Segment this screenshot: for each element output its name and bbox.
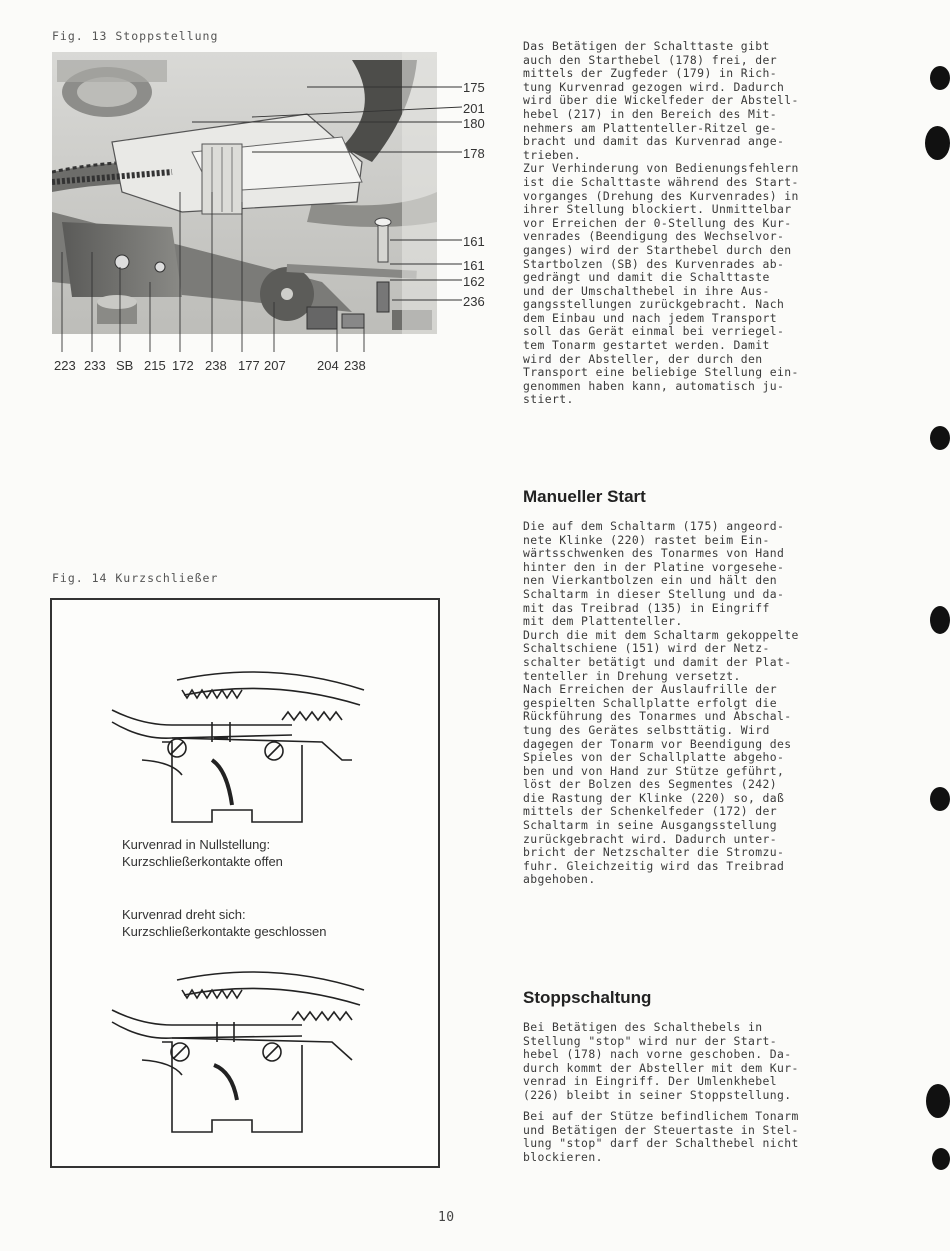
text-line: Das Betätigen der Schalttaste gibt (523, 39, 770, 53)
punch-hole-1 (930, 66, 950, 90)
fig14-label-open-line2: Kurzschließerkontakte offen (122, 854, 283, 869)
fig13-label-sb: SB (116, 358, 134, 373)
manual-start-paragraph (523, 520, 799, 887)
fig13-label-175: 175 (463, 80, 485, 95)
stop-paragraph-1 (523, 1021, 799, 1103)
punch-hole-2 (925, 126, 950, 160)
punch-hole-6 (926, 1084, 950, 1118)
fig13-caption: Fig. 13 Stoppstellung (52, 29, 219, 43)
fig13-label-223: 223 (54, 358, 76, 373)
fig13-mechanism-illustration (52, 52, 492, 382)
text-line: dagegen der Tonarm vor Beendigung des (523, 736, 792, 751)
text-line: Bei auf der Stütze befindlichem Tonarm (523, 1109, 799, 1123)
text-line: soll das Gerät einmal bei verriegel- (523, 324, 785, 339)
text-line: mit das Treibrad (135) in Eingriff (523, 600, 770, 615)
text-line: bracht und damit das Kurvenrad ange- (523, 134, 785, 149)
fig14-label-open (122, 836, 283, 870)
text-line: stiert. (523, 392, 574, 407)
text-line: Startbolzen (SB) des Kurvenrades ab- (523, 256, 785, 271)
punch-hole-4 (930, 606, 950, 634)
text-line: löst der Bolzen des Segmentes (242) (523, 777, 778, 792)
text-line: Schaltarm in dieser Stellung und da- (523, 586, 785, 601)
text-line: venrad in Eingriff. Der Umlenkhebel (523, 1074, 778, 1089)
fig14-caption: Fig. 14 Kurzschließer (52, 571, 219, 585)
text-line: gedrängt und damit die Schalttaste (523, 270, 770, 285)
text-line: genommen haben kann, automatisch ju- (523, 378, 785, 393)
text-line: die Rastung der Klinke (220) so, daß (523, 790, 785, 805)
intro-paragraph (523, 40, 799, 407)
text-line: ganges) wird der Starthebel durch den (523, 242, 792, 257)
fig14-label-closed-line1: Kurvenrad dreht sich: (122, 907, 246, 922)
text-line: Stellung "stop" wird nur der Start- (523, 1033, 778, 1048)
fig14-label-closed-line2: Kurzschließerkontakte geschlossen (122, 924, 327, 939)
text-line: tung des Gerätes selbsttätig. Wird (523, 722, 770, 737)
text-line: fuhr. Gleichzeitig wird das Treibrad (523, 858, 785, 873)
text-line: Schaltarm in seine Ausgangsstellung (523, 818, 778, 833)
fig14-diagram-closed (102, 960, 402, 1150)
text-line: Schaltschiene (151) wird der Netz- (523, 641, 770, 656)
text-line: abgehoben. (523, 872, 596, 887)
text-line: Zur Verhinderung von Bedienungsfehlern (523, 161, 799, 176)
text-line: nehmers am Plattenteller-Ritzel ge- (523, 120, 778, 135)
fig13-label-238a: 238 (205, 358, 227, 373)
fig13-label-178: 178 (463, 146, 485, 161)
punch-hole-7 (932, 1148, 950, 1170)
text-line: hebel (217) in den Bereich des Mit- (523, 106, 778, 121)
text-line: Spieles von der Schallplatte abgeho- (523, 750, 785, 765)
text-line: vor Erreichen der 0-Stellung des Kur- (523, 215, 792, 230)
text-line: mittels der Schenkelfeder (172) der (523, 804, 778, 819)
fig13-label-180: 180 (463, 116, 485, 131)
text-line: hinter den in der Platine vorgesehe- (523, 559, 785, 574)
punch-hole-5 (930, 787, 950, 811)
text-line: schalter betätigt und damit der Plat- (523, 654, 792, 669)
stop-paragraph-2 (523, 1110, 799, 1164)
text-line: tem Tonarm gestartet werden. Damit (523, 338, 770, 353)
fig13-label-161b: 161 (463, 258, 485, 273)
text-line: Die auf dem Schaltarm (175) angeord- (523, 519, 785, 533)
text-line: tung Kurvenrad gezogen wird. Dadurch (523, 79, 785, 94)
text-line: und Betätigen der Steuertaste in Stel- (523, 1122, 799, 1137)
text-line: trieben. (523, 147, 582, 162)
fig13-label-201: 201 (463, 101, 485, 116)
fig13-label-215: 215 (144, 358, 166, 373)
fig13-label-238b: 238 (344, 358, 366, 373)
text-line: durch kommt der Absteller mit dem Kur- (523, 1060, 799, 1075)
text-line: zurückgebracht wird. Dadurch unter- (523, 831, 778, 846)
heading-manueller-start: Manueller Start (523, 487, 646, 506)
text-line: vorganges (Drehung des Kurvenrades) in (523, 188, 799, 203)
fig13-label-172: 172 (172, 358, 194, 373)
text-line: Rückführung des Tonarmes und Abschal- (523, 709, 792, 724)
text-line: nen Vierkantbolzen ein und hält den (523, 573, 778, 588)
fig13-label-161a: 161 (463, 234, 485, 249)
fig13-label-204: 204 (317, 358, 339, 373)
text-line: tenteller in Drehung versetzt. (523, 668, 741, 683)
text-line: dem Einbau und nach jedem Transport (523, 310, 778, 325)
text-line: nete Klinke (220) rastet beim Ein- (523, 532, 770, 547)
text-line: wird der Absteller, der durch den (523, 351, 763, 366)
text-line: Bei Betätigen des Schalthebels in (523, 1020, 763, 1034)
text-line: auch den Starthebel (178) frei, der (523, 52, 778, 67)
fig13-label-177: 177 (238, 358, 260, 373)
text-line: Nach Erreichen der Auslaufrille der (523, 682, 778, 697)
text-line: ihrer Stellung blockiert. Unmittelbar (523, 202, 792, 217)
text-line: gespielten Schallplatte erfolgt die (523, 695, 778, 710)
text-line: mit dem Plattenteller. (523, 614, 683, 629)
fig13-label-236: 236 (463, 294, 485, 309)
text-line: ist die Schalttaste während des Start- (523, 174, 799, 189)
fig14-frame (50, 598, 440, 1168)
text-line: gangsstellungen zurückgebracht. Nach (523, 297, 785, 312)
fig13-label-162: 162 (463, 274, 485, 289)
text-line: Transport eine beliebige Stellung ein- (523, 365, 799, 380)
text-line: (226) bleibt in seiner Stoppstellung. (523, 1087, 792, 1102)
text-line: venrades (Beendigung des Wechselvor- (523, 229, 785, 244)
fig14-label-open-line1: Kurvenrad in Nullstellung: (122, 837, 271, 852)
text-line: lung "stop" darf der Schalthebel nicht (523, 1136, 799, 1151)
fig14-label-closed (122, 906, 327, 940)
text-line: bricht der Netzschalter die Stromzu- (523, 845, 785, 860)
text-line: und der Umschalthebel in ihre Aus- (523, 283, 770, 298)
page-number: 10 (438, 1210, 455, 1225)
text-line: hebel (178) nach vorne geschoben. Da- (523, 1047, 792, 1062)
fig13-label-207: 207 (264, 358, 286, 373)
text-line: wird über die Wickelfeder der Abstell- (523, 93, 799, 108)
text-line: mittels der Zugfeder (179) in Rich- (523, 66, 778, 81)
text-line: blockieren. (523, 1149, 603, 1164)
fig14-diagram-open (102, 650, 402, 830)
fig13-label-233: 233 (84, 358, 106, 373)
fig13-figure (52, 52, 492, 382)
punch-hole-3 (930, 426, 950, 450)
text-line: Durch die mit dem Schaltarm gekoppelte (523, 627, 799, 642)
text-line: wärtsschwenken des Tonarmes von Hand (523, 546, 785, 561)
text-line: ben und von Hand zur Stütze geführt, (523, 763, 785, 778)
heading-stoppschaltung: Stoppschaltung (523, 988, 652, 1007)
